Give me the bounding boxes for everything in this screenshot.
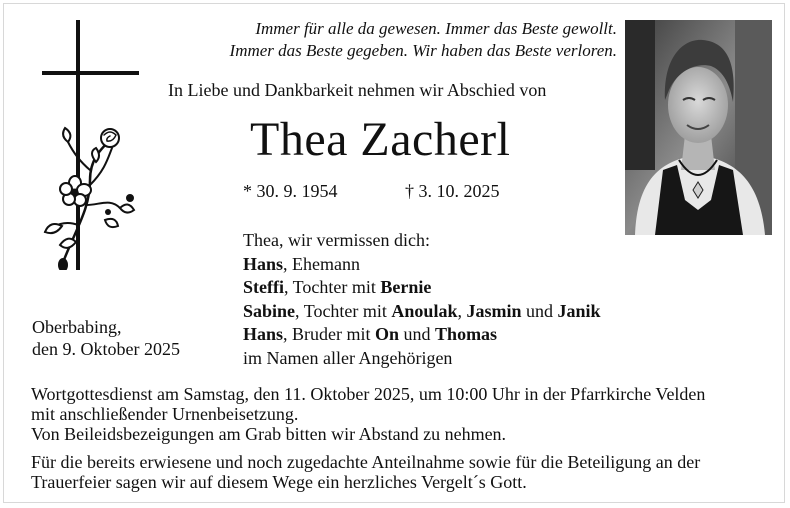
- portrait-illustration: [625, 20, 772, 235]
- service-info: [31, 384, 769, 444]
- separator: und: [521, 300, 558, 321]
- death-date: † 3. 10. 2025: [405, 181, 500, 201]
- mourners-list: [243, 229, 601, 370]
- thanks-text: [31, 452, 769, 492]
- mourners-closing: im Namen aller Angehörigen: [243, 347, 453, 368]
- mourner-relation: , Tochter mit: [295, 300, 392, 321]
- mourners-heading: Thea, wir vermissen dich:: [243, 230, 430, 250]
- mourner-relation: , Ehemann: [283, 253, 361, 274]
- date: den 9. Oktober 2025: [32, 339, 180, 359]
- grandchild-name: Anoulak: [391, 300, 458, 321]
- mourner-daughter-2: [243, 300, 601, 324]
- service-line-3: Von Beileidsbezeigungen am Grab bitten wir Abstand zu nehmen.: [31, 424, 507, 444]
- mourner-name: Sabine: [243, 300, 296, 321]
- deceased-name: Thea Zacherl: [250, 113, 511, 166]
- place-and-date: [32, 316, 180, 360]
- intro-text: In Liebe und Dankbarkeit nehmen wir Abschied von: [168, 80, 547, 100]
- separator: und: [399, 324, 436, 344]
- mourner-partner: Thomas: [435, 324, 498, 344]
- grandchild-name: Janik: [557, 300, 601, 321]
- motto-line-2: Immer das Beste gegeben. Wir haben das Beste verloren.: [229, 41, 617, 60]
- place: Oberbabing,: [32, 317, 122, 337]
- service-line-1: Wortgottesdienst am Samstag, den 11. Oktober 2025, um 10:00 Uhr in der Pfarrkirche Velden: [31, 384, 706, 404]
- mourner-name: Hans: [243, 253, 284, 274]
- mourner-relation: , Tochter mit: [283, 277, 381, 297]
- mourner-husband: [243, 253, 601, 277]
- portrait-photo: [625, 20, 772, 235]
- motto-line-1: Immer für alle da gewesen. Immer das Beste gewollt.: [255, 19, 617, 38]
- mourner-name: Hans: [243, 324, 284, 344]
- thanks-line-2: Trauerfeier sagen wir auf diesem Wege ein herzliches Vergelt´s Gott.: [31, 472, 527, 492]
- separator: ,: [457, 300, 467, 321]
- thanks-line-1: Für die bereits erwiesene und noch zugedachte Anteilnahme sowie für die Beteiligung an der: [31, 452, 701, 472]
- mourner-partner: Bernie: [380, 277, 432, 297]
- mourner-name: Steffi: [243, 277, 284, 297]
- mourner-brother: [243, 323, 601, 347]
- mourner-relation: , Bruder mit: [283, 324, 376, 344]
- mourner-daughter-1: [243, 276, 601, 300]
- mourner-partner: On: [375, 324, 400, 344]
- motto: [180, 18, 617, 62]
- birth-date: * 30. 9. 1954: [243, 181, 338, 201]
- cross-with-rose-icon: [30, 20, 150, 270]
- service-line-2: mit anschließender Urnenbeisetzung.: [31, 404, 299, 424]
- grandchild-name: Jasmin: [466, 300, 522, 321]
